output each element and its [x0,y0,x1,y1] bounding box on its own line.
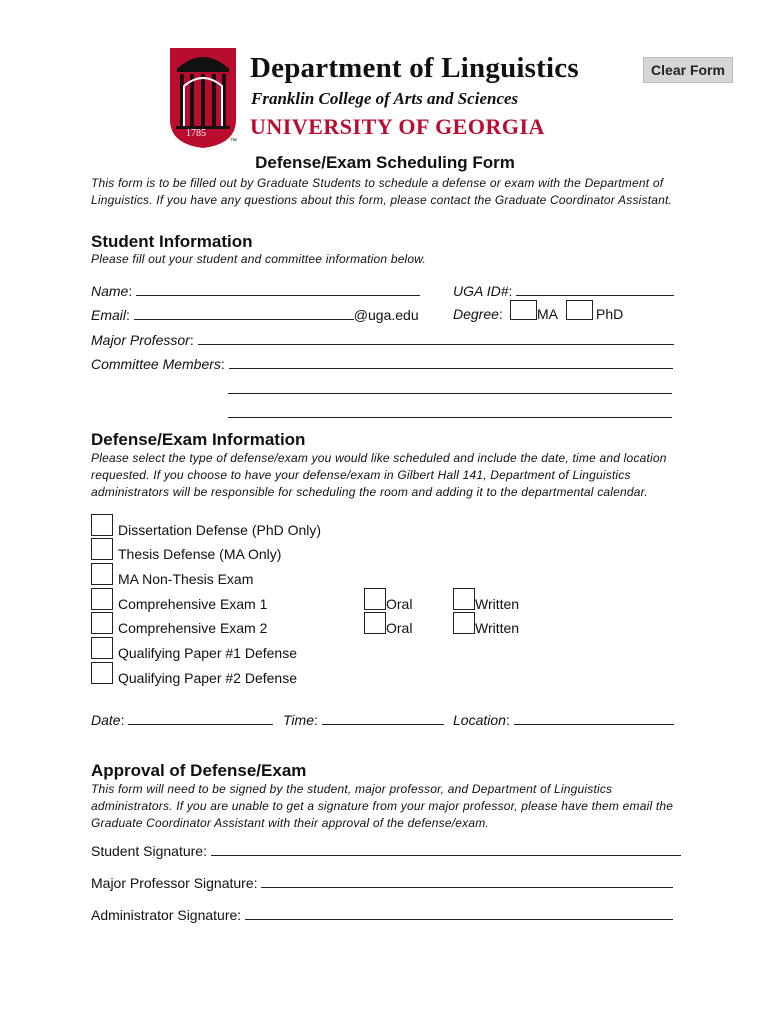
location-label: Location [453,712,506,728]
department-name: Department of Linguistics [250,52,579,84]
form-title: Defense/Exam Scheduling Form [255,153,515,172]
exam-info-note: Please select the type of defense/exam you would like scheduled and include the date, time and location requested. If you choose to have your defense/exam in Gilbert Hall 141, Department of Linguistics administrators will be responsible for scheduling the room and adding it to the departmental calendar. [91,451,667,499]
major-professor-label: Major Professor [91,332,190,348]
committee-field-3[interactable] [228,404,672,418]
option-checkbox-qp-1[interactable] [91,637,113,659]
comp-1-written-label: Written [475,596,520,612]
option-label-comp-2: Comprehensive Exam 2 [118,620,268,636]
option-checkbox-comp-1[interactable] [91,588,113,610]
professor-signature-row [91,874,673,891]
committee-field-1[interactable] [229,355,673,369]
time-field[interactable] [322,711,444,725]
time-row: Time: [283,711,444,728]
student-signature-row [91,842,681,859]
option-label-thesis: Thesis Defense (MA Only) [118,546,282,562]
trademark-mark: ™ [230,138,237,145]
exam-info-heading: Defense/Exam Information [91,430,306,449]
comp-2-oral-label: Oral [386,620,413,636]
name-label: Name [91,283,129,299]
name-field[interactable] [136,282,420,296]
degree-phd-label: PhD [596,306,624,322]
date-field[interactable] [128,711,273,725]
approval-heading: Approval of Defense/Exam [91,761,307,780]
option-checkbox-dissertation[interactable] [91,514,113,536]
option-label-qp-2: Qualifying Paper #2 Defense [118,670,297,686]
approval-note: This form will need to be signed by the student, major professor, and Department of Linguistics administrators. If you are unable to get a signature from your major professor, please have them email the Graduate Coordinator Assistant with their approval of the defense/exam. [91,782,674,830]
major-professor-field[interactable] [198,331,674,345]
comp-2-oral-checkbox[interactable] [364,612,386,634]
professor-signature-label: Major Professor Signature: [91,875,258,891]
uga-id-row: UGA ID#: [453,282,674,299]
location-row: Location: [453,711,674,728]
degree-label: Degree [453,306,499,322]
university-name: UNIVERSITY OF GEORGIA [250,114,545,139]
degree-label-wrap: Degree: [453,306,503,322]
uga-id-field[interactable] [516,282,674,296]
time-label: Time [283,712,314,728]
option-checkbox-ma-non-thesis[interactable] [91,563,113,585]
admin-signature-row [91,906,673,923]
date-row: Date: [91,711,273,728]
student-info-heading: Student Information [91,232,253,251]
committee-field-2[interactable] [228,380,672,394]
email-suffix: @uga.edu [353,307,419,323]
option-label-ma-non-thesis: MA Non-Thesis Exam [118,571,254,587]
email-label: Email [91,307,127,323]
admin-signature-field[interactable] [245,906,673,920]
comp-1-oral-checkbox[interactable] [364,588,386,610]
option-label-dissertation: Dissertation Defense (PhD Only) [118,522,322,538]
logo-year: 1785 [186,128,206,139]
degree-ma-checkbox[interactable] [510,300,537,320]
email-row: Email: @uga.edu [91,307,419,323]
major-professor-row: Major Professor: [91,331,674,348]
comp-1-oral-label: Oral [386,596,413,612]
student-signature-field[interactable] [211,842,681,856]
uga-id-label: UGA ID# [453,283,509,299]
option-label-comp-1: Comprehensive Exam 1 [118,596,268,612]
admin-signature-label: Administrator Signature: [91,907,242,923]
option-checkbox-qp-2[interactable] [91,662,113,684]
degree-ma-label: MA [537,306,558,322]
name-row: Name: [91,282,420,299]
clear-form-button[interactable]: Clear Form [643,57,733,83]
college-name: Franklin College of Arts and Sciences [251,89,519,108]
committee-label: Committee Members [91,356,221,372]
location-field[interactable] [514,711,674,725]
committee-row: Committee Members: [91,355,673,372]
option-checkbox-comp-2[interactable] [91,612,113,634]
option-label-qp-1: Qualifying Paper #1 Defense [118,645,297,661]
degree-phd-checkbox[interactable] [566,300,593,320]
email-field[interactable] [134,306,354,320]
option-checkbox-thesis[interactable] [91,538,113,560]
professor-signature-field[interactable] [261,874,673,888]
date-label: Date [91,712,121,728]
comp-1-written-checkbox[interactable] [453,588,475,610]
comp-2-written-label: Written [475,620,520,636]
student-signature-label: Student Signature: [91,843,207,859]
comp-2-written-checkbox[interactable] [453,612,475,634]
form-intro: This form is to be filled out by Graduate Students to schedule a defense or exam with the Department of Linguistics. If you have any questions about this form, please contact the Graduate Coordinator Assistant. [91,176,673,207]
student-info-note: Please fill out your student and committee information below. [91,252,427,266]
